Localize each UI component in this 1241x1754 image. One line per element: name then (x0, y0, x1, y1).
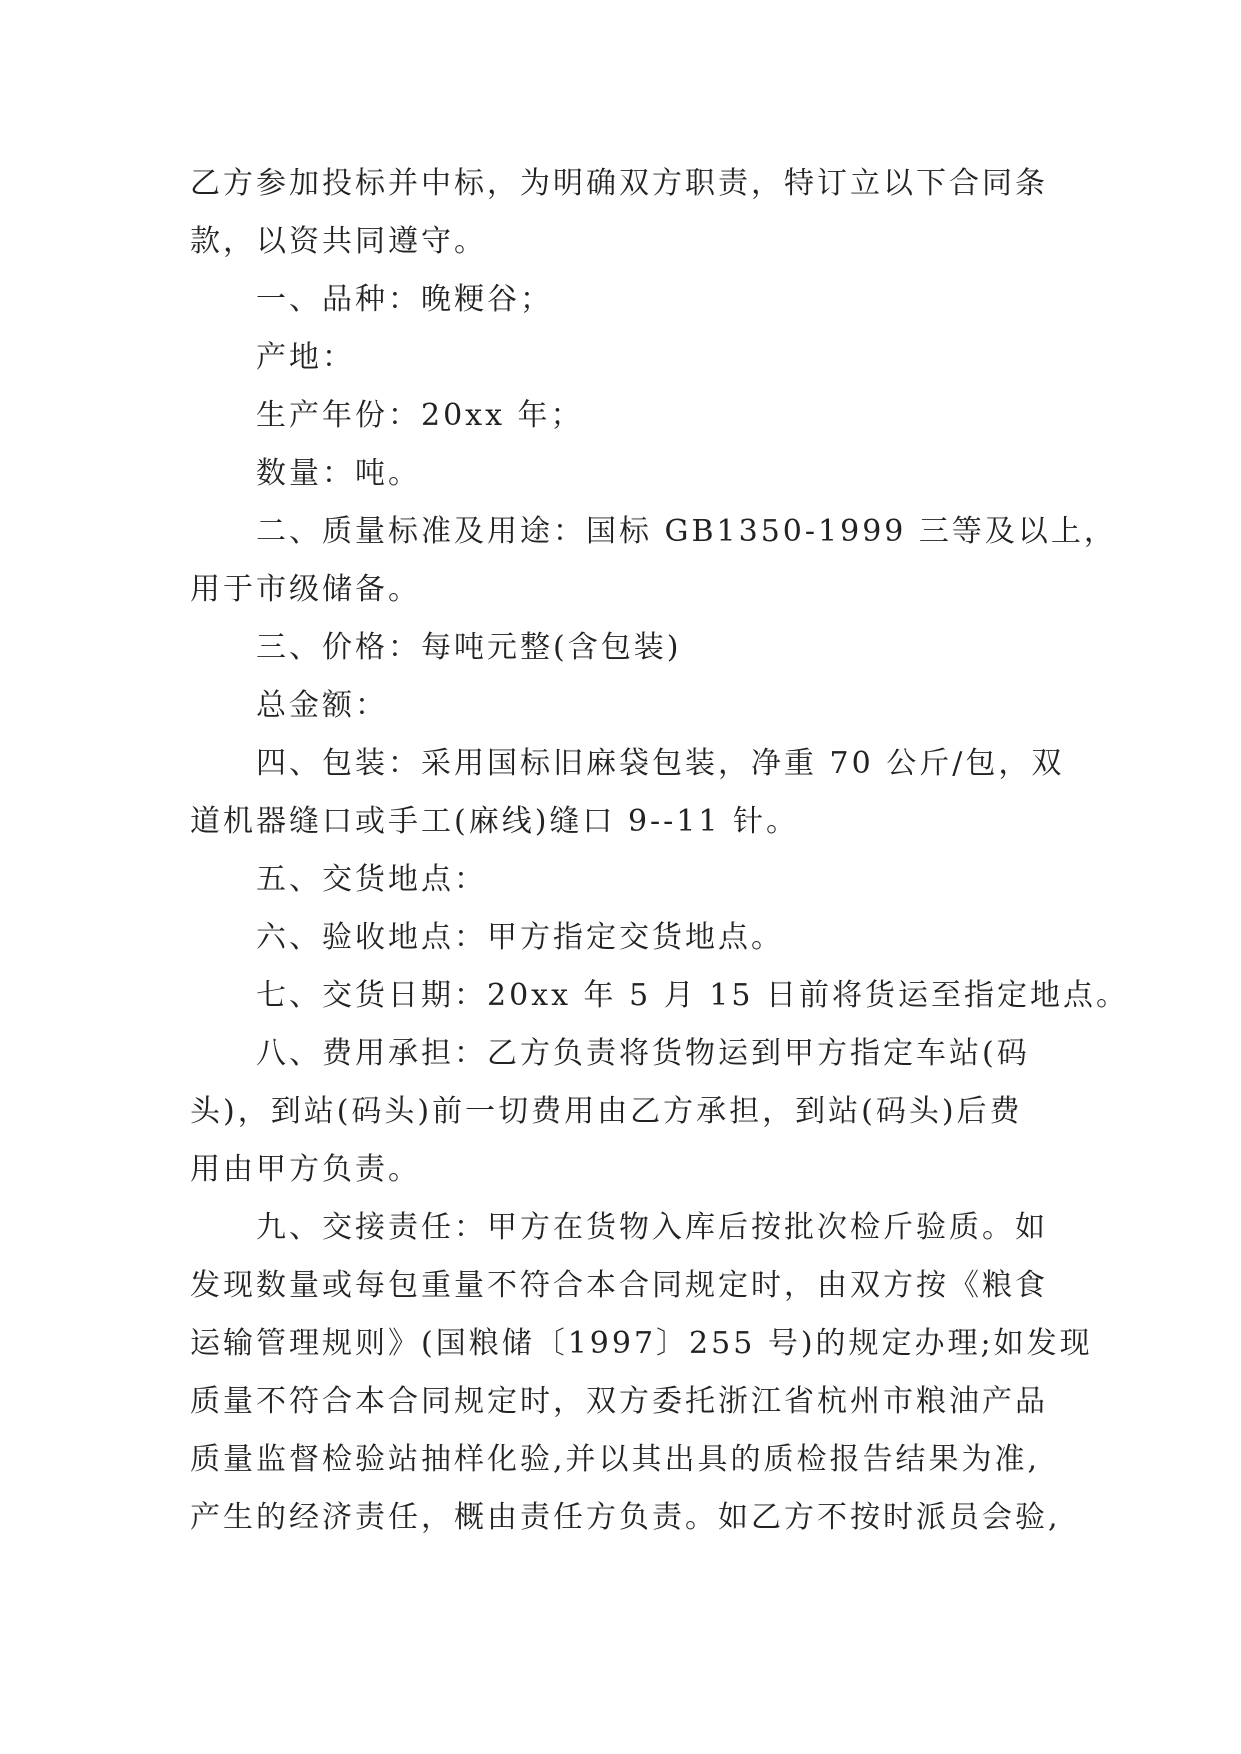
paragraph-line: 六、验收地点：甲方指定交货地点。 (256, 920, 784, 955)
paragraph-line: 用由甲方负责。 (190, 1152, 421, 1187)
contract-body (190, 155, 1129, 1547)
paragraph-line: 质量不符合本合同规定时，双方委托浙江省杭州市粮油产品 (190, 1384, 1048, 1419)
paragraph-line: 头)，到站(码头)前一切费用由乙方承担，到站(码头)后费 (190, 1094, 1023, 1129)
paragraph-line: 五、交货地点： (256, 862, 487, 897)
paragraph-line: 运输管理规则》(国粮储〔1997〕255 号)的规定办理;如发现 (190, 1326, 1093, 1361)
paragraph-line: 三、价格：每吨元整(含包装) (256, 630, 682, 665)
paragraph-line: 八、费用承担：乙方负责将货物运到甲方指定车站(码 (256, 1036, 1030, 1071)
paragraph-line: 道机器缝口或手工(麻线)缝口 9--11 针。 (190, 804, 800, 839)
paragraph-line: 款，以资共同遵守。 (190, 224, 487, 259)
paragraph-line: 二、质量标准及用途：国标 GB1350-1999 三等及以上， (256, 514, 1117, 549)
paragraph-line: 九、交接责任：甲方在货物入库后按批次检斤验质。如 (256, 1210, 1048, 1245)
paragraph-line: 发现数量或每包重量不符合本合同规定时，由双方按《粮食 (190, 1268, 1048, 1303)
paragraph-line: 数量：吨。 (256, 456, 421, 491)
paragraph-line: 七、交货日期：20xx 年 5 月 15 日前将货运至指定地点。 (256, 978, 1129, 1013)
paragraph-line: 质量监督检验站抽样化验,并以其出具的质检报告结果为准, (190, 1442, 1041, 1477)
paragraph-line: 产地： (256, 340, 355, 375)
paragraph-line: 用于市级储备。 (190, 572, 421, 607)
paragraph-line: 乙方参加投标并中标，为明确双方职责，特订立以下合同条 (190, 166, 1048, 201)
paragraph-line: 产生的经济责任，概由责任方负责。如乙方不按时派员会验, (190, 1500, 1061, 1535)
paragraph-line: 一、品种：晚粳谷； (256, 282, 553, 317)
paragraph-line: 生产年份：20xx 年； (256, 398, 584, 433)
paragraph-line: 四、包装：采用国标旧麻袋包装，净重 70 公斤/包，双 (256, 746, 1065, 781)
paragraph-line: 总金额： (256, 688, 388, 723)
